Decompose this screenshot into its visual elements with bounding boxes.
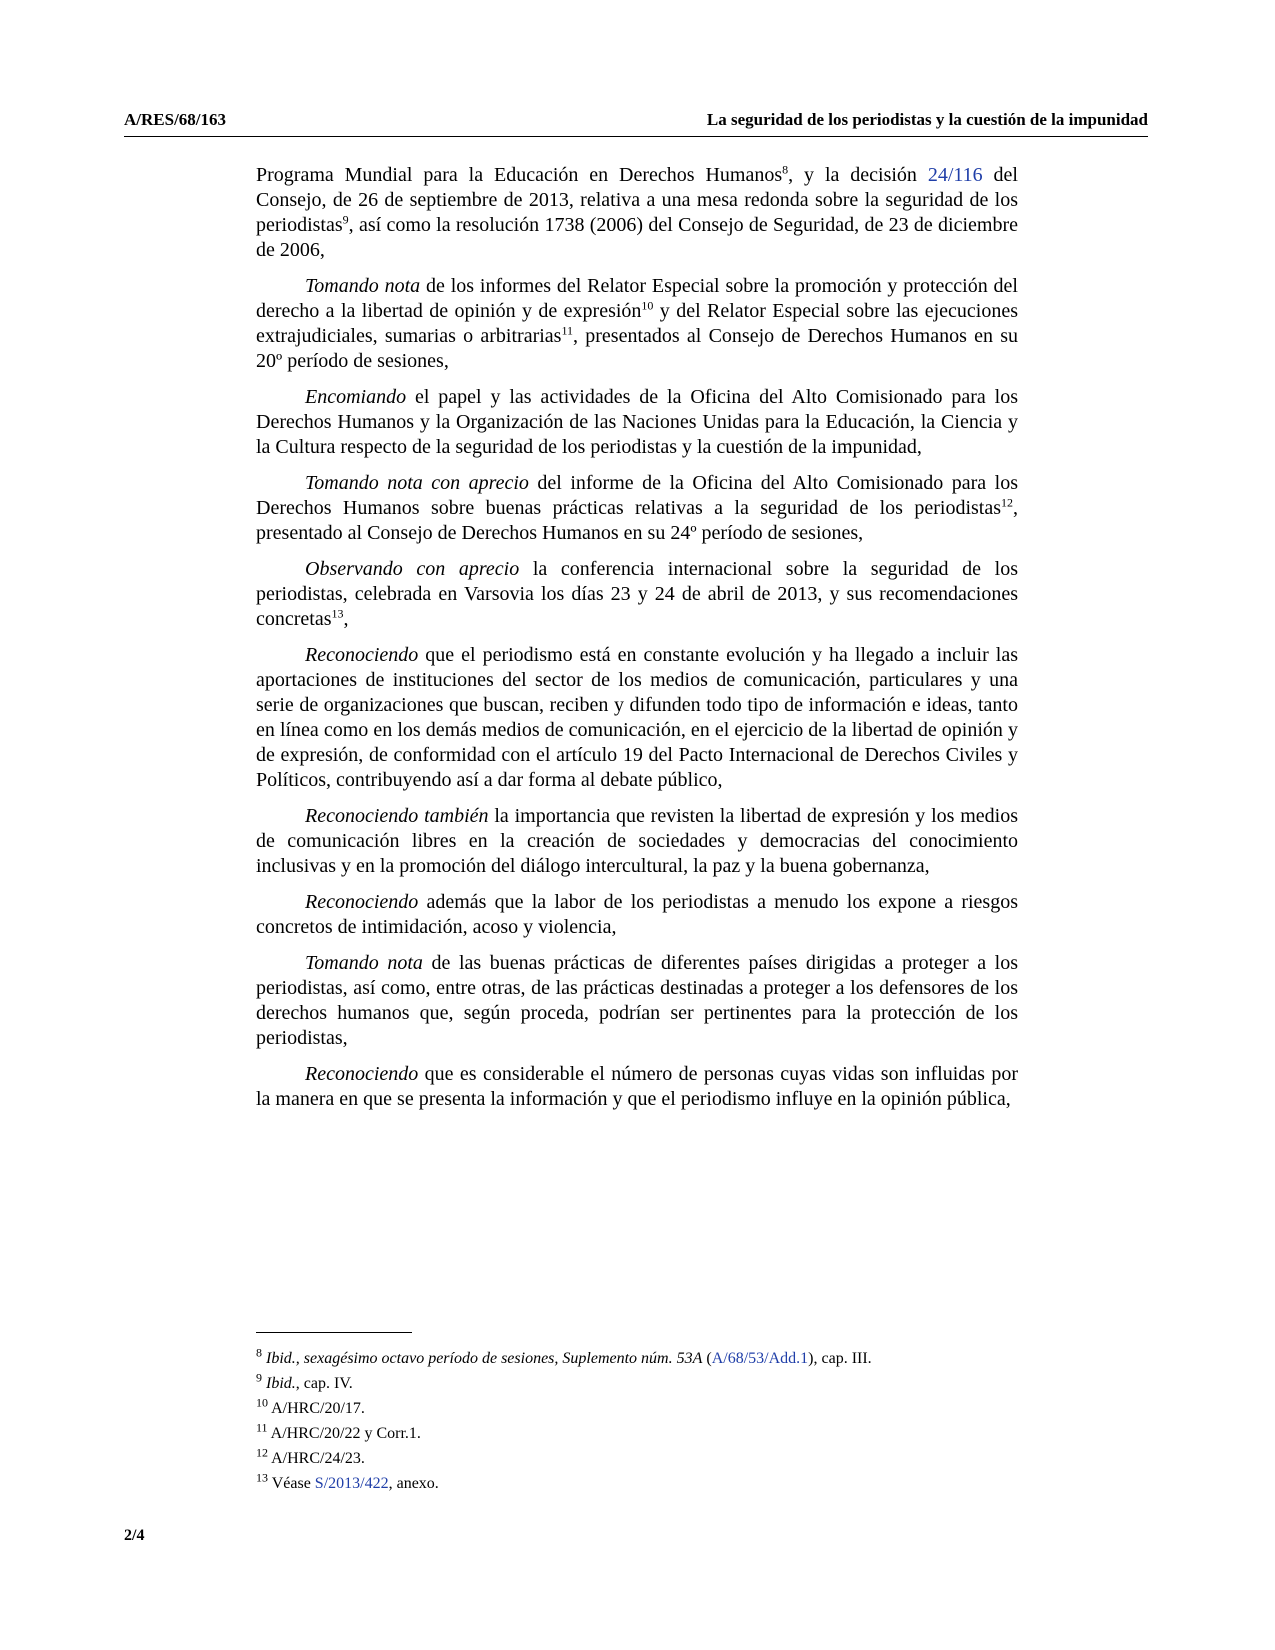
footnote-ref-13[interactable]: 13 bbox=[331, 606, 344, 621]
paragraph-9 bbox=[256, 951, 1018, 1051]
footnote-ref-8[interactable]: 8 bbox=[782, 162, 789, 177]
text: el papel y las actividades de la Oficina del Alto Comisionado para los Derechos Humanos y la Organización de las Naciones Unidas para la Educación, la Ciencia y la Cultura respecto de la seguridad de los periodistas y la cuestión de la impunidad, bbox=[256, 386, 1018, 458]
footnote-divider bbox=[256, 1332, 412, 1333]
text: de las buenas prácticas de diferentes países dirigidas a proteger a los periodistas, así como, entre otras, de las prácticas destinadas a proteger a los defensores de los derechos humanos que, según proceda, podrían ser pertinentes para la protección de los periodistas, bbox=[256, 952, 1018, 1049]
paragraph-8 bbox=[256, 890, 1018, 940]
text: ), cap. III. bbox=[808, 1350, 872, 1367]
paragraph-lead: Tomando nota bbox=[305, 952, 423, 974]
paragraph-5 bbox=[256, 557, 1018, 632]
paragraph-10 bbox=[256, 1062, 1018, 1112]
paragraph-lead: Reconociendo bbox=[305, 891, 419, 913]
footnote-number: 8 bbox=[256, 1345, 262, 1360]
text: la importancia que revisten la libertad de expresión y los medios de comunicación libres en la creación de sociedades y democracias del conocimiento inclusivas y en la promoción del diálogo intercultural, la paz y la buena gobernanza, bbox=[256, 805, 1018, 877]
page-header bbox=[124, 110, 1148, 137]
footnote-link[interactable]: S/2013/422 bbox=[314, 1475, 389, 1492]
footnote-11 bbox=[256, 1421, 1156, 1446]
document-symbol: A/RES/68/163 bbox=[124, 110, 227, 129]
text: de los informes del Relator Especial sobre la promoción y protección del derecho a la libertad de opinión y de expresión bbox=[256, 275, 1018, 322]
paragraph-lead: Tomando nota bbox=[305, 275, 421, 297]
ibid: Ibid. bbox=[266, 1350, 296, 1367]
text: , presentados al Consejo de Derechos Humanos en su 20º período de sesiones, bbox=[256, 325, 1018, 372]
footnote-text: A/HRC/20/22 y Corr.1. bbox=[267, 1425, 421, 1442]
footnote-text: A/HRC/24/23. bbox=[268, 1450, 365, 1467]
footnote-ref-9[interactable]: 9 bbox=[342, 212, 349, 227]
ibid: Ibid. bbox=[266, 1375, 296, 1392]
paragraph-7 bbox=[256, 804, 1018, 879]
paragraph-lead: Tomando nota con aprecio bbox=[305, 472, 529, 494]
footnote-ref-12[interactable]: 12 bbox=[1001, 495, 1013, 510]
footnote-12 bbox=[256, 1446, 1156, 1471]
footnote-8 bbox=[256, 1346, 1156, 1371]
footnote-link[interactable]: A/68/53/Add.1 bbox=[711, 1350, 809, 1367]
text: , y la decisión bbox=[788, 164, 928, 186]
paragraph-lead: Reconociendo bbox=[305, 644, 419, 666]
paragraph-6 bbox=[256, 643, 1018, 793]
text: , presentado al Consejo de Derechos Humanos en su 24º período de sesiones, bbox=[256, 497, 1018, 544]
document-title: La seguridad de los periodistas y la cuestión de la impunidad bbox=[706, 110, 1148, 129]
footnote-ref-10[interactable]: 10 bbox=[641, 298, 654, 313]
paragraph-3 bbox=[256, 385, 1018, 460]
text: que es considerable el número de personas cuyas vidas son influidas por la manera en que se presenta la información y que el periodismo influye en la opinión pública, bbox=[256, 1063, 1018, 1110]
text: la conferencia internacional sobre la seguridad de los periodistas, celebrada en Varsovia los días 23 y 24 de abril de 2013, y sus recomendaciones concretas bbox=[256, 558, 1018, 630]
text: y del Relator Especial sobre las ejecuciones extrajudiciales, sumarias o arbitrarias bbox=[256, 300, 1018, 347]
footnote-text: A/HRC/20/17. bbox=[268, 1400, 365, 1417]
text: del Consejo, de 26 de septiembre de 2013, relativa a una mesa redonda sobre la seguridad de los periodistas bbox=[256, 164, 1018, 236]
text: , así como la resolución 1738 (2006) del Consejo de Seguridad, de 23 de diciembre de 2006, bbox=[256, 214, 1018, 261]
paragraph-2 bbox=[256, 274, 1018, 374]
footnote-number: 9 bbox=[256, 1370, 262, 1385]
text: Véase bbox=[268, 1475, 315, 1492]
footnote-text: , cap. IV. bbox=[295, 1375, 353, 1392]
footnote-number: 11 bbox=[256, 1420, 268, 1435]
paragraph-lead: Observando con aprecio bbox=[305, 558, 520, 580]
decision-link[interactable]: 24/116 bbox=[927, 164, 983, 186]
footnote-ref-11[interactable]: 11 bbox=[561, 323, 574, 338]
footnote-text: , sexagésimo octavo período de sesiones, Suplemento núm. 53A bbox=[295, 1350, 703, 1367]
footnotes bbox=[256, 1346, 1156, 1496]
footnote-13 bbox=[256, 1471, 1156, 1496]
footnote-9 bbox=[256, 1371, 1156, 1396]
footnote-10 bbox=[256, 1396, 1156, 1421]
text: Programa Mundial para la Educación en Derechos Humanos bbox=[256, 164, 783, 186]
text: del informe de la Oficina del Alto Comisionado para los Derechos Humanos sobre buenas prácticas relativas a la seguridad de los periodistas bbox=[256, 472, 1018, 519]
text: , bbox=[343, 608, 349, 630]
text: que el periodismo está en constante evolución y ha llegado a incluir las aportaciones de instituciones del sector de los medios de comunicación, particulares y una serie de organizaciones que buscan, reciben y difunden todo tipo de información e ideas, tanto en línea como en los demás medios de comunicación, en el ejercicio de la libertad de opinión y de expresión, de conformidad con el artículo 19 del Pacto Internacional de Derechos Civiles y Políticos, contribuyendo así a dar forma al debate público, bbox=[256, 644, 1018, 791]
paragraph-4 bbox=[256, 471, 1018, 546]
paragraph-1 bbox=[256, 163, 1018, 263]
text: , anexo. bbox=[388, 1475, 439, 1492]
footnote-number: 12 bbox=[256, 1445, 268, 1460]
footnote-number: 10 bbox=[256, 1395, 268, 1410]
footnote-number: 13 bbox=[256, 1470, 268, 1485]
document-body bbox=[256, 163, 1018, 1123]
paragraph-lead: Encomiando bbox=[305, 386, 407, 408]
text: ( bbox=[702, 1350, 712, 1367]
paragraph-lead: Reconociendo bbox=[305, 1063, 419, 1085]
paragraph-lead: Reconociendo también bbox=[305, 805, 489, 827]
page-number: 2/4 bbox=[124, 1527, 145, 1544]
text: además que la labor de los periodistas a menudo los expone a riesgos concretos de intimidación, acoso y violencia, bbox=[256, 891, 1018, 938]
